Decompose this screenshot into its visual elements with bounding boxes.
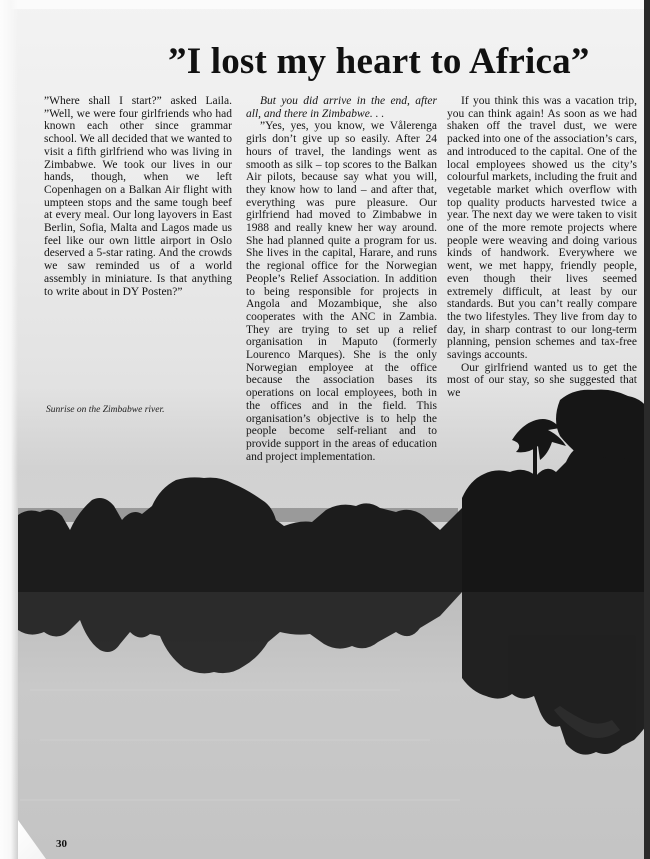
scan-edge-right — [644, 0, 650, 859]
text-column-1 — [44, 95, 232, 298]
column-1-paragraph-1: ”Where shall I start?” asked Laila. ”Well, we were four girlfriends who had known each other since grammar school. We all decided that we wanted to visit a fifth girlfriend who was living in Zimbabwe. We took our lives in our hands, though, when we left Copenhagen on a Balkan Air flight with umpteen stops and the same tough beef at every meal. Our long layovers in East Berlin, Sofia, Malta and Lagos made us feel like our own little airport in Oslo deserved a 5-star rating. And the crowds we saw reminded us of a world assembly in miniature. Is that anything to write about in DY Posten?” — [44, 95, 232, 298]
scan-edge-left — [0, 0, 18, 859]
text-column-3 — [447, 95, 637, 400]
column-3-paragraph-2: Our girlfriend wanted us to get the most of our stay, so she suggested that we — [447, 361, 637, 400]
text-column-2 — [246, 95, 437, 463]
photo-caption: Sunrise on the Zimbabwe river. — [46, 405, 165, 415]
column-2-paragraph-1: ”Yes, yes, you know, we Vålerenga girls don’t give up so easily. After 24 hours of travel, the landings went as smooth as silk – top scores to the Balkan Air pilots, because say what you will, they know how to land – and after that, everything was pure pleasure. Our girlfriend had moved to Zimbabwe in 1988 and really knew her way around. She had planned quite a program for us. She lives in the capital, Harare, and runs the regional office for the Norwegian People’s Relief Association. In addition to being responsible for projects in Angola and Mozambique, she also cooperates with the ANC in Zambia. They are trying to set up a relief organisation in Maputo (formerly Lourenco Marques). She is the only Norwegian employee at the office because the association bases its operations on local employees, both in the offices and in the field. This organisation’s objective is to help the people become self-reliant and to provide support in the areas of education and project implementation. — [246, 120, 437, 463]
column-3-paragraph-1: If you think this was a vacation trip, you can think again! As soon as we had shaken off the travel dust, we were packed into one of the association’s cars, and introduced to the capital. One of the local employees showed us the city’s colourful markets, including the fruit and vegetable market which overflow with top quality products harvested twice a year. The next day we were taken to visit one of the more remote projects where people were weaving and doing various kinds of handwork. Everywhere we went, we met happy, friendly people, even though their lives seemed extremely difficult, at least by our standards. But you can’t really compare the two lifestyles. They live from day to day, in sharp contrast to our long-term planning, pension schemes and tax-free savings accounts. — [447, 95, 637, 362]
page-number: 30 — [56, 838, 67, 850]
scan-edge-top — [0, 0, 650, 9]
article-title: ”I lost my heart to Africa” — [168, 41, 590, 82]
interviewer-question: But you did arrive in the end, after all, and there in Zimbabwe. . . — [246, 95, 437, 120]
